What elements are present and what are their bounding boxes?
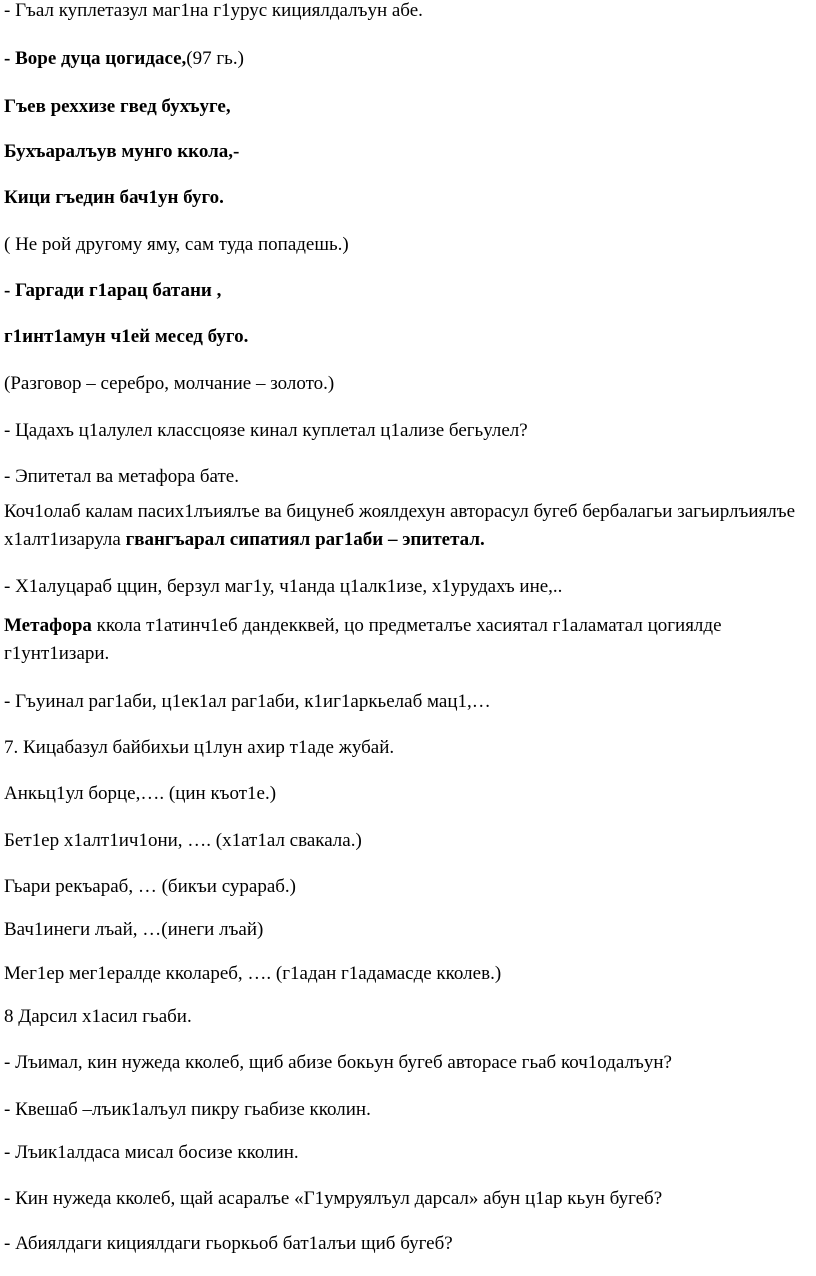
proverb-line: Бет1ер х1алт1ич1они, …. (х1ат1ал свакала.): [4, 830, 362, 851]
question-line: - Лъимал, кин нужеда кколеб, щиб абизе бокьун бугеб авторасе гьаб коч1одалъун?: [4, 1052, 672, 1073]
question-line: - Цадахъ ц1алулел классцоязе кинал куплетал ц1ализе бегьулел?: [4, 420, 528, 441]
translation-line: (Разговор – серебро, молчание – золото.): [4, 373, 335, 394]
proverb-line: Анкьц1ул борце,…. (цин къот1е.): [4, 783, 277, 804]
verse-line: - Воре дуца цогидасе,(97 гь.): [4, 48, 244, 69]
example-line: - Х1алуцараб ццин, берзул маг1у, ч1анда ц1алк1изе, х1урудахъ ине,..: [4, 576, 563, 597]
proverb-line: Гьари рекъараб, … (бикъи сурараб.): [4, 876, 297, 897]
verse-line: г1инт1амун ч1ей месед буго.: [4, 326, 249, 347]
proverb-line: Вач1инеги лъай, …(инеги лъай): [4, 919, 264, 940]
answer-line: - Квешаб –лъик1алъул пикру гьабизе кколин.: [4, 1099, 371, 1120]
epithet-definition: Коч1олаб калам пасих1лъиялъе ва бицунеб жоялдехун авторасул бугеб бербалагьи загьирлъиялъе х1алт1изарула гвангъарал сипатиял раг1аби – эпитетал.: [4, 501, 795, 550]
verse-line: - Гаргади г1арац батани ,: [4, 280, 222, 301]
proverb-line: Мег1ер мег1ералде кколареб, …. (г1адан г1адамасде кколев.): [4, 963, 502, 984]
metaphor-definition: Метафора ккола т1атинч1еб дандекквей, цо предметалъе хасиятал г1аламатал цогиялде г1унт1изари.: [4, 615, 722, 664]
verse-line: Кици гъедин бач1ун буго.: [4, 187, 224, 208]
task-heading: 8 Дарсил х1асил гьаби.: [4, 1006, 192, 1027]
question-line: - Абиялдаги кициялдаги гьоркьоб бат1алъи щиб бугеб?: [4, 1233, 453, 1254]
question-line: - Кин нужеда кколеб, щай асаралъе «Г1умруялъул дарсал» абун ц1ар кьун бугеб?: [4, 1188, 663, 1209]
task-heading: 7. Кицабазул байбихьи ц1лун ахир т1аде жубай.: [4, 737, 395, 758]
instruction-line: - Гъал куплетазул маг1на г1урус кициялдалъун абе.: [4, 0, 423, 21]
task-line: - Эпитетал ва метафора бате.: [4, 466, 239, 487]
verse-line: Гъев реххизе гвед бухъуге,: [4, 96, 231, 117]
verse-line: Бухъаралъув мунго ккола,-: [4, 141, 240, 162]
example-line: - Гъуинал раг1аби, ц1ек1ал раг1аби, к1иг1аркьелаб мац1,…: [4, 691, 491, 712]
answer-line: - Лъик1алдаса мисал босизе кколин.: [4, 1142, 299, 1163]
translation-line: ( Не рой другому яму, сам туда попадешь.): [4, 234, 349, 255]
